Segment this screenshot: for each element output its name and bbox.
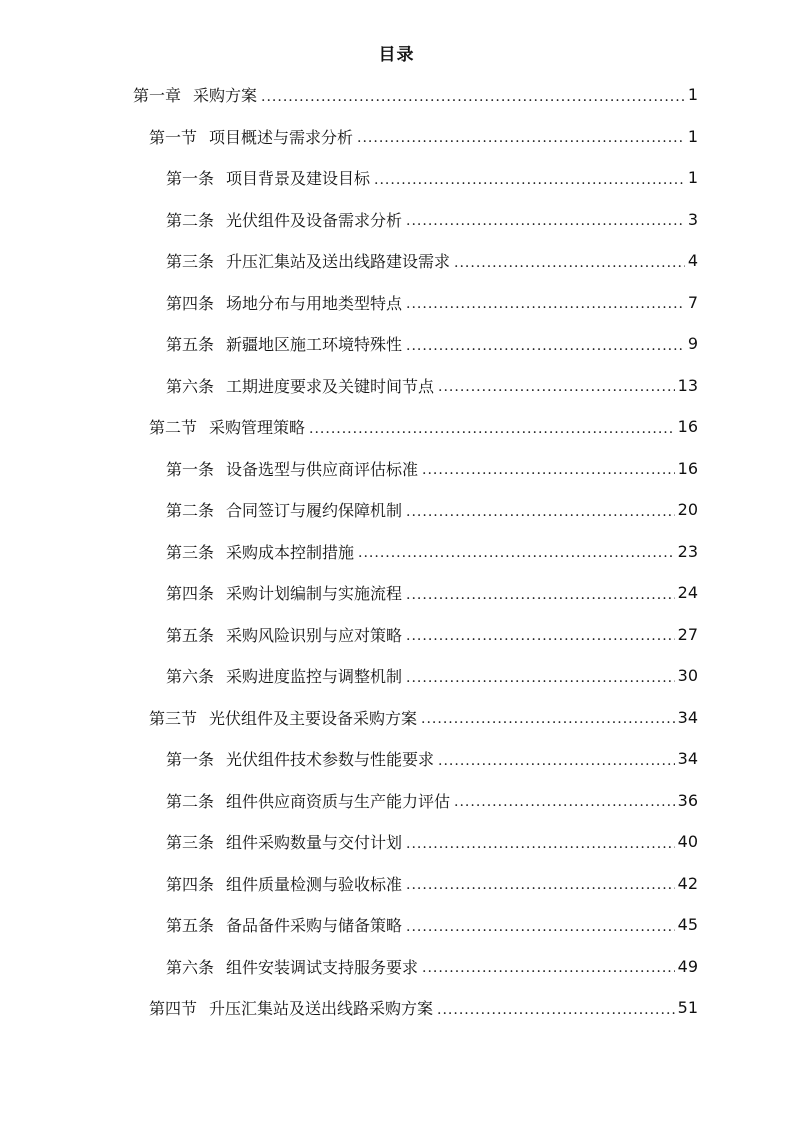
toc-dot-leader — [406, 502, 675, 518]
toc-page-number: 23 — [677, 541, 698, 561]
toc-entry-title: 备品备件采购与储备策略 — [226, 916, 403, 936]
toc-entry[interactable] — [166, 448, 698, 490]
toc-entry[interactable] — [133, 74, 698, 116]
toc-entry[interactable] — [166, 655, 698, 697]
toc-page-number: 51 — [677, 998, 698, 1018]
toc-dot-leader — [406, 626, 675, 642]
toc-entry-title: 项目背景及建设目标 — [226, 169, 371, 189]
toc-entry-title: 采购计划编制与实施流程 — [226, 584, 403, 604]
toc-dot-leader — [406, 834, 675, 850]
toc-entry-title: 组件安装调试支持服务要求 — [226, 957, 419, 977]
toc-dot-leader — [454, 792, 675, 808]
toc-entry[interactable] — [166, 157, 698, 199]
toc-entry-title: 采购风险识别与应对策略 — [226, 625, 403, 645]
toc-dot-leader — [357, 128, 685, 144]
toc-title: 目录 — [378, 45, 415, 65]
toc-entry[interactable] — [166, 738, 698, 780]
toc-entry-number: 第二条 — [166, 501, 215, 521]
toc-page-number: 1 — [687, 85, 698, 105]
toc-page-number: 20 — [677, 500, 698, 520]
toc-dot-leader — [374, 170, 685, 186]
toc-entry-title: 升压汇集站及送出线路采购方案 — [209, 999, 434, 1019]
toc-entry-number: 第四条 — [166, 584, 215, 604]
toc-page-number: 42 — [677, 873, 698, 893]
toc-entry-number: 第五条 — [166, 916, 215, 936]
toc-entry[interactable] — [166, 863, 698, 905]
toc-entry-number: 第三条 — [166, 252, 215, 272]
toc-page-number: 1 — [687, 126, 698, 146]
toc-entry-number: 第四条 — [166, 874, 215, 894]
toc-entry-number: 第二节 — [149, 418, 198, 438]
toc-entry[interactable] — [166, 489, 698, 531]
toc-entry-title: 组件质量检测与验收标准 — [226, 874, 403, 894]
toc-page-number: 36 — [677, 790, 698, 810]
toc-entry[interactable] — [166, 282, 698, 324]
toc-page-number: 24 — [677, 583, 698, 603]
toc-page-number: 3 — [687, 209, 698, 229]
toc-dot-leader — [406, 294, 685, 310]
toc-page-number: 13 — [677, 375, 698, 395]
toc-entry-number: 第六条 — [166, 667, 215, 687]
toc-entry-title: 组件供应商资质与生产能力评估 — [226, 791, 451, 811]
toc-page-number: 40 — [677, 832, 698, 852]
toc-entry-title: 光伏组件及主要设备采购方案 — [209, 708, 418, 728]
toc-entry[interactable] — [166, 614, 698, 656]
toc-page-number: 34 — [677, 707, 698, 727]
toc-dot-leader — [406, 336, 685, 352]
toc-dot-leader — [406, 668, 675, 684]
toc-entry-number: 第一条 — [166, 750, 215, 770]
toc-entry-number: 第六条 — [166, 376, 215, 396]
toc-entry-number: 第一章 — [133, 86, 182, 106]
toc-page-number: 30 — [677, 666, 698, 686]
toc-entry-number: 第一节 — [149, 127, 198, 147]
toc-entry-title: 工期进度要求及关键时间节点 — [226, 376, 435, 396]
toc-dot-leader — [438, 751, 675, 767]
toc-entry-title: 光伏组件技术参数与性能要求 — [226, 750, 435, 770]
toc-dot-leader — [406, 917, 675, 933]
toc-dot-leader — [437, 1000, 675, 1016]
toc-entry[interactable] — [166, 365, 698, 407]
toc-dot-leader — [438, 377, 675, 393]
toc-dot-leader — [406, 211, 685, 227]
toc-entry[interactable] — [166, 199, 698, 241]
toc-dot-leader — [261, 87, 685, 103]
toc-entry[interactable] — [166, 780, 698, 822]
toc-entry-title: 项目概述与需求分析 — [209, 127, 354, 147]
toc-entry[interactable] — [166, 572, 698, 614]
toc-dot-leader — [406, 585, 675, 601]
toc-page-number: 16 — [677, 417, 698, 437]
toc-entry-title: 采购管理策略 — [209, 418, 306, 438]
toc-page-number: 45 — [677, 915, 698, 935]
toc-entry-title: 合同签订与履约保障机制 — [226, 501, 403, 521]
toc-entry-number: 第五条 — [166, 335, 215, 355]
toc-entry-title: 采购进度监控与调整机制 — [226, 667, 403, 687]
toc-dot-leader — [309, 419, 675, 435]
toc-page-number: 34 — [677, 749, 698, 769]
toc-entry-number: 第一条 — [166, 459, 215, 479]
toc-dot-leader — [406, 875, 675, 891]
toc-dot-leader — [358, 543, 675, 559]
toc-entry-title: 新疆地区施工环境特殊性 — [226, 335, 403, 355]
toc-entry-title: 升压汇集站及送出线路建设需求 — [226, 252, 451, 272]
toc-entry-title: 采购方案 — [193, 86, 258, 106]
toc-entry[interactable] — [166, 323, 698, 365]
toc-page-number: 4 — [687, 251, 698, 271]
toc-entry[interactable] — [149, 987, 698, 1029]
toc-dot-leader — [454, 253, 685, 269]
toc-dot-leader — [421, 709, 675, 725]
toc-dot-leader — [422, 460, 675, 476]
toc-entry-number: 第五条 — [166, 625, 215, 645]
toc-entry[interactable] — [166, 904, 698, 946]
toc-entry[interactable] — [149, 116, 698, 158]
toc-page-number: 16 — [677, 458, 698, 478]
toc-entry[interactable] — [166, 821, 698, 863]
toc-entry-title: 采购成本控制措施 — [226, 542, 355, 562]
toc-entry-number: 第三条 — [166, 833, 215, 853]
toc-entry-number: 第三节 — [149, 708, 198, 728]
toc-entry-number: 第四节 — [149, 999, 198, 1019]
toc-entry-title: 设备选型与供应商评估标准 — [226, 459, 419, 479]
toc-entry-title: 场地分布与用地类型特点 — [226, 293, 403, 313]
toc-entry[interactable] — [166, 240, 698, 282]
toc-dot-leader — [422, 958, 675, 974]
toc-page-number: 1 — [687, 168, 698, 188]
toc-entry-number: 第四条 — [166, 293, 215, 313]
toc-page-number: 49 — [677, 956, 698, 976]
toc-entry[interactable] — [149, 406, 698, 448]
toc-entry-number: 第二条 — [166, 791, 215, 811]
toc-page-number: 7 — [687, 292, 698, 312]
toc-entry-number: 第三条 — [166, 542, 215, 562]
toc-entry-number: 第二条 — [166, 210, 215, 230]
toc-page-number: 27 — [677, 624, 698, 644]
toc-entry-title: 组件采购数量与交付计划 — [226, 833, 403, 853]
toc-entry-title: 光伏组件及设备需求分析 — [226, 210, 403, 230]
toc-entry[interactable] — [149, 697, 698, 739]
toc-page-number: 9 — [687, 334, 698, 354]
toc-entry-number: 第六条 — [166, 957, 215, 977]
toc-entry[interactable] — [166, 946, 698, 988]
toc-entry-number: 第一条 — [166, 169, 215, 189]
toc-entry[interactable] — [166, 531, 698, 573]
